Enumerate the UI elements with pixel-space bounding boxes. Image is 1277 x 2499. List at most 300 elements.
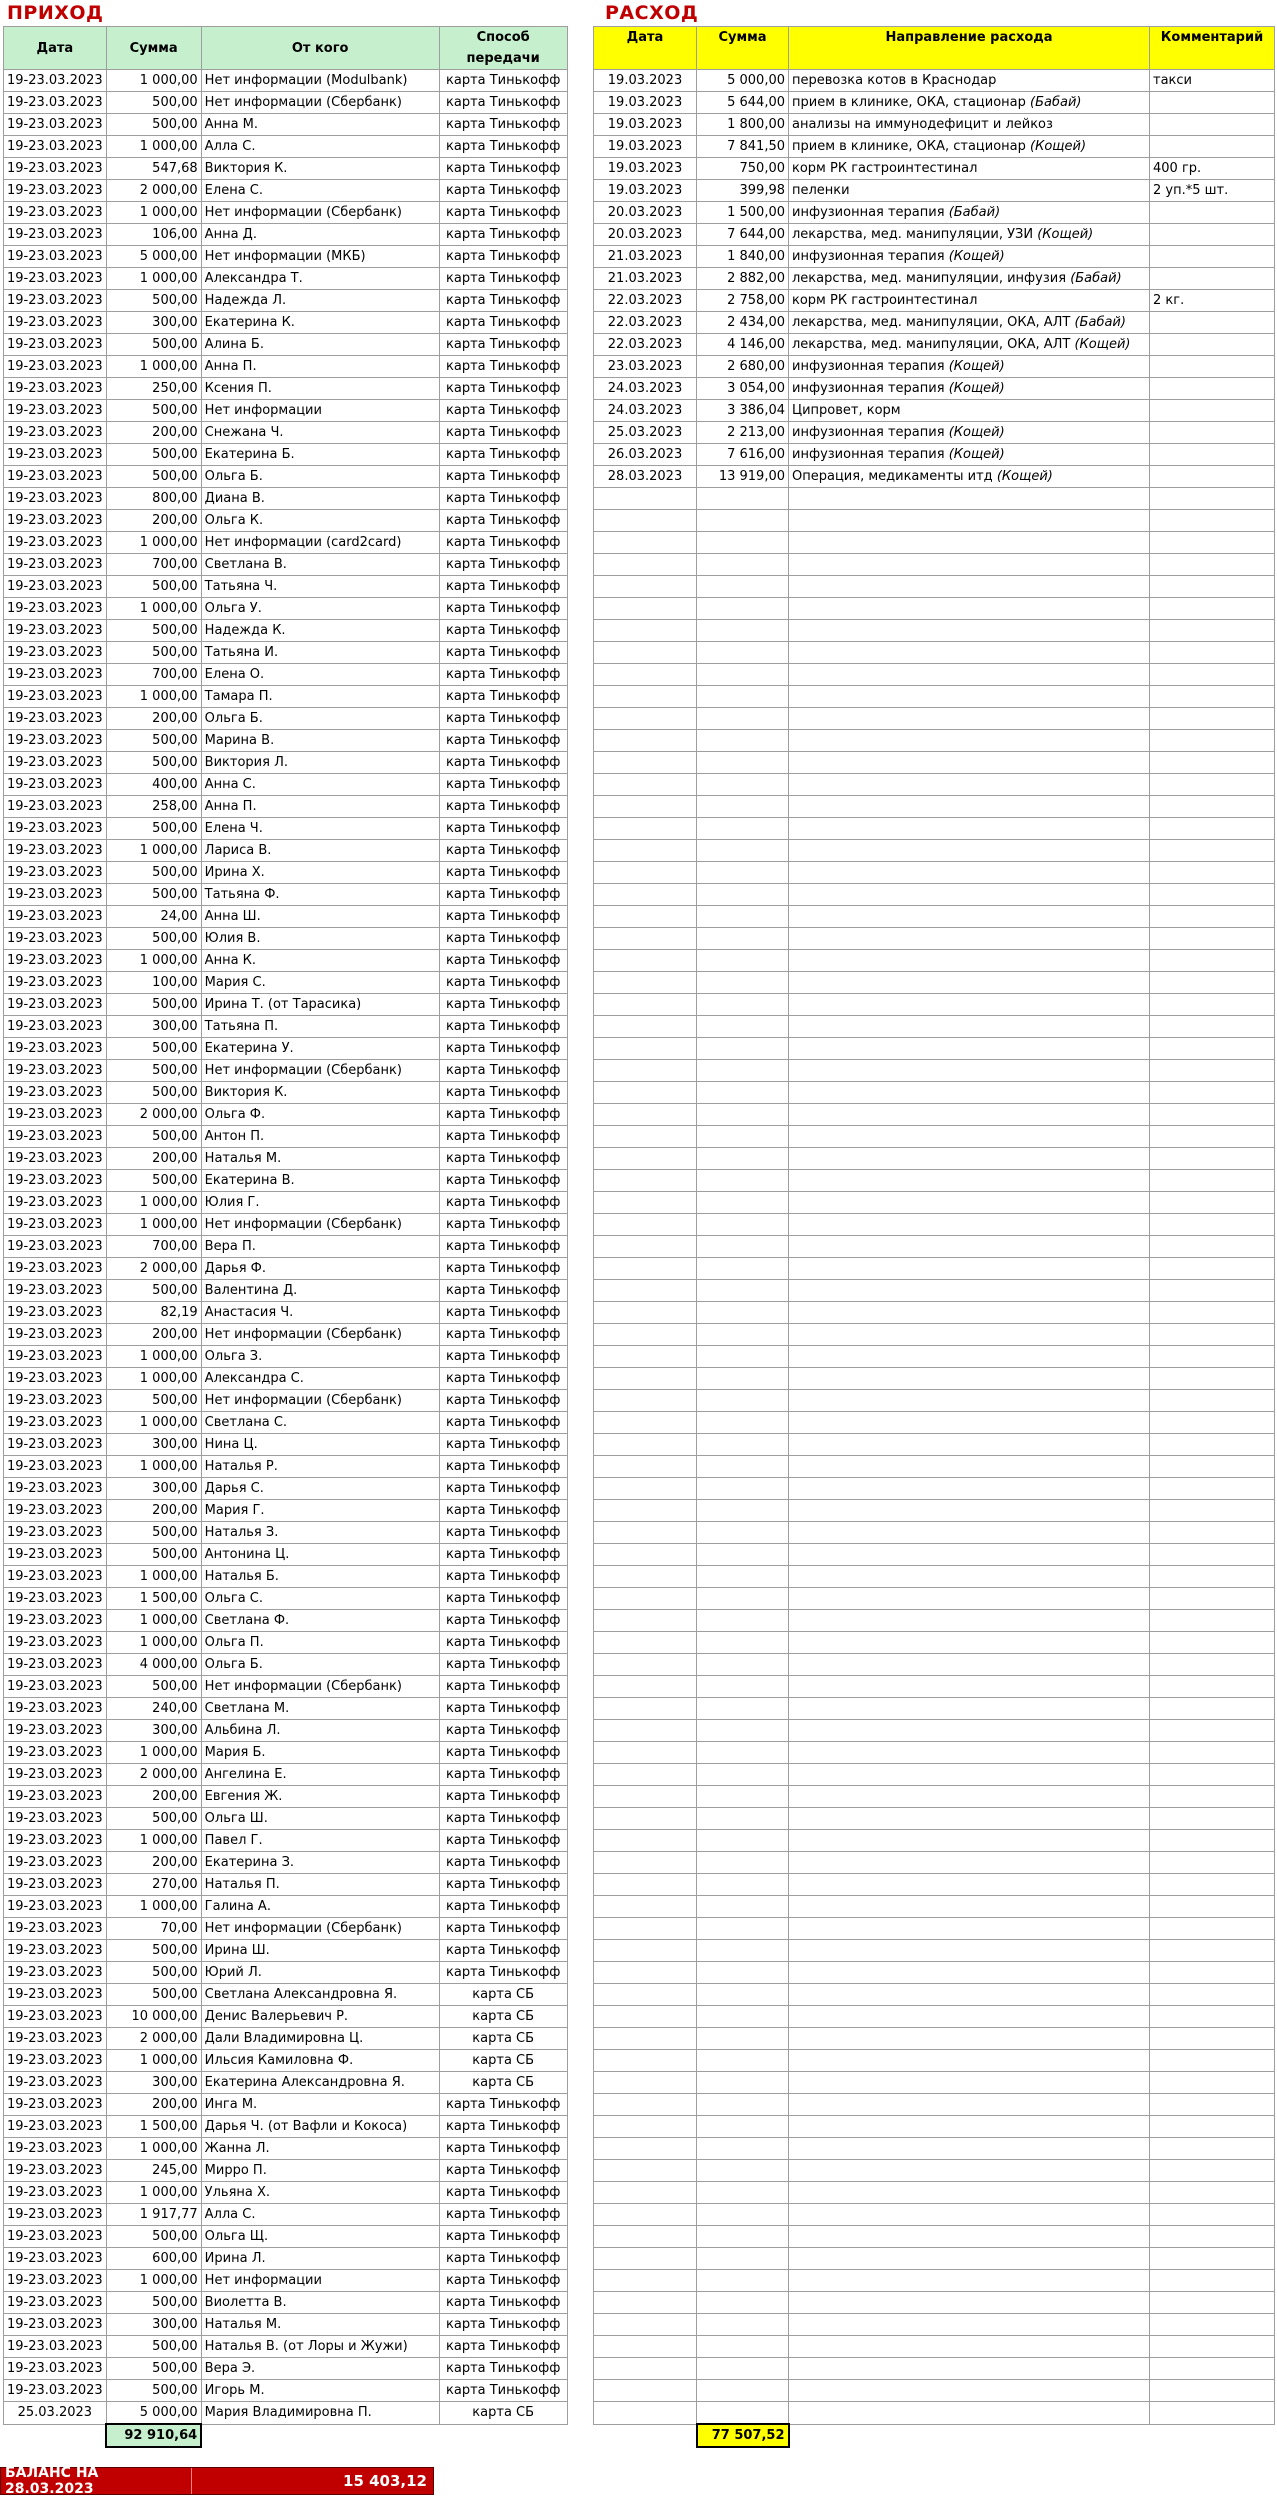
empty-cell <box>1150 1478 1275 1500</box>
income-from-cell: Алла С. <box>201 2204 439 2226</box>
empty-cell <box>697 1280 789 1302</box>
income-method-cell: карта Тинькофф <box>439 510 567 532</box>
income-method-cell: карта Тинькофф <box>439 1786 567 1808</box>
empty-cell <box>697 2204 789 2226</box>
income-sum-cell: 82,19 <box>106 1302 201 1324</box>
empty-cell <box>789 1500 1150 1522</box>
empty-cell <box>789 1368 1150 1390</box>
empty-cell <box>1150 862 1275 884</box>
income-sum-cell: 10 000,00 <box>106 2006 201 2028</box>
expense-empty-row <box>594 2292 1275 2314</box>
empty-cell <box>697 1918 789 1940</box>
income-sum-cell: 547,68 <box>106 158 201 180</box>
income-row <box>4 1654 568 1676</box>
expense-patient-note: (Кощей) <box>1030 139 1087 154</box>
income-sum-cell: 1 000,00 <box>106 356 201 378</box>
income-date-cell: 19-23.03.2023 <box>4 422 107 444</box>
income-row <box>4 1390 568 1412</box>
expense-sum-cell: 5 644,00 <box>697 92 789 114</box>
income-sum-cell: 245,00 <box>106 2160 201 2182</box>
income-method-cell: карта Тинькофф <box>439 1522 567 1544</box>
empty-cell <box>789 884 1150 906</box>
income-row <box>4 1610 568 1632</box>
income-method-cell: карта Тинькофф <box>439 1126 567 1148</box>
expense-empty-row <box>594 1456 1275 1478</box>
empty-cell <box>1150 1522 1275 1544</box>
income-sum-cell: 1 000,00 <box>106 1610 201 1632</box>
empty-cell <box>697 1786 789 1808</box>
empty-cell <box>697 1654 789 1676</box>
empty-cell <box>1150 972 1275 994</box>
income-date-cell: 19-23.03.2023 <box>4 378 107 400</box>
empty-cell <box>594 1390 697 1412</box>
income-method-cell: карта Тинькофф <box>439 114 567 136</box>
empty-cell <box>697 2028 789 2050</box>
income-date-cell: 19-23.03.2023 <box>4 1742 107 1764</box>
empty-cell <box>697 1346 789 1368</box>
expense-comment-cell <box>1150 400 1275 422</box>
income-method-cell: карта СБ <box>439 2050 567 2072</box>
income-row <box>4 1192 568 1214</box>
income-date-cell: 19-23.03.2023 <box>4 1830 107 1852</box>
empty-cell <box>1150 1676 1275 1698</box>
income-date-cell: 19-23.03.2023 <box>4 708 107 730</box>
empty-cell <box>594 488 697 510</box>
income-row <box>4 2138 568 2160</box>
expense-direction-text: инфузионная терапия <box>792 425 945 440</box>
income-method-cell: карта Тинькофф <box>439 708 567 730</box>
empty-cell <box>1150 1764 1275 1786</box>
income-date-cell: 19-23.03.2023 <box>4 1412 107 1434</box>
empty-cell <box>594 2028 697 2050</box>
income-from-cell: Галина А. <box>201 1896 439 1918</box>
income-sum-cell: 1 000,00 <box>106 136 201 158</box>
empty-cell <box>1150 1610 1275 1632</box>
income-from-cell: Ирина Л. <box>201 2248 439 2270</box>
income-method-cell: карта Тинькофф <box>439 1808 567 1830</box>
empty-cell <box>1150 1984 1275 2006</box>
income-method-cell: карта Тинькофф <box>439 180 567 202</box>
income-from-cell: Анна П. <box>201 356 439 378</box>
balance-label: БАЛАНС НА 28.03.2023 <box>1 2468 192 2494</box>
income-date-cell: 19-23.03.2023 <box>4 532 107 554</box>
income-date-cell: 19-23.03.2023 <box>4 620 107 642</box>
income-date-cell: 19-23.03.2023 <box>4 972 107 994</box>
expense-direction-cell <box>789 290 1150 312</box>
expense-direction-text: Операция, медикаменты итд <box>792 469 993 484</box>
income-row <box>4 532 568 554</box>
income-method-cell: карта Тинькофф <box>439 1940 567 1962</box>
expense-empty-row <box>594 906 1275 928</box>
empty-cell <box>1150 1214 1275 1236</box>
income-method-cell: карта Тинькофф <box>439 268 567 290</box>
expense-date-cell: 25.03.2023 <box>594 422 697 444</box>
income-from-cell: Светлана Александровна Я. <box>201 1984 439 2006</box>
expense-row <box>594 268 1275 290</box>
empty-cell <box>594 752 697 774</box>
income-sum-cell: 1 000,00 <box>106 1896 201 1918</box>
income-sum-cell: 300,00 <box>106 1434 201 1456</box>
income-sum-cell: 1 000,00 <box>106 268 201 290</box>
empty-cell <box>789 1984 1150 2006</box>
expense-date-cell: 24.03.2023 <box>594 378 697 400</box>
income-method-cell: карта Тинькофф <box>439 994 567 1016</box>
income-method-cell: карта Тинькофф <box>439 950 567 972</box>
empty-cell <box>697 2336 789 2358</box>
empty-cell <box>697 2182 789 2204</box>
income-from-cell: Ольга Щ. <box>201 2226 439 2248</box>
income-date-cell: 19-23.03.2023 <box>4 1236 107 1258</box>
income-method-cell: карта Тинькофф <box>439 2270 567 2292</box>
expense-direction-cell <box>789 378 1150 400</box>
empty-cell <box>697 1082 789 1104</box>
income-from-cell: Татьяна И. <box>201 642 439 664</box>
empty-cell <box>697 1038 789 1060</box>
empty-cell <box>789 2314 1150 2336</box>
income-date-cell: 19-23.03.2023 <box>4 928 107 950</box>
expense-date-cell: 19.03.2023 <box>594 92 697 114</box>
expense-empty-row <box>594 510 1275 532</box>
empty-cell <box>1150 2182 1275 2204</box>
income-header-method: Способ передачи <box>439 27 567 70</box>
income-sum-cell: 2 000,00 <box>106 2028 201 2050</box>
expense-direction-cell <box>789 356 1150 378</box>
empty-cell <box>594 1764 697 1786</box>
empty-cell <box>594 1456 697 1478</box>
empty-cell <box>789 488 1150 510</box>
income-sum-cell: 500,00 <box>106 2226 201 2248</box>
expense-patient-note: (Кощей) <box>948 249 1005 264</box>
income-from-cell: Мария Г. <box>201 1500 439 1522</box>
income-row <box>4 994 568 1016</box>
income-from-cell: Наталья Б. <box>201 1566 439 1588</box>
income-sum-cell: 1 000,00 <box>106 686 201 708</box>
empty-cell <box>789 1038 1150 1060</box>
blank-cell <box>594 2424 697 2447</box>
empty-cell <box>1150 1390 1275 1412</box>
expense-empty-row <box>594 1984 1275 2006</box>
income-row <box>4 290 568 312</box>
income-from-cell: Екатерина З. <box>201 1852 439 1874</box>
income-method-cell: карта Тинькофф <box>439 400 567 422</box>
expense-patient-note: (Кощей) <box>1037 227 1094 242</box>
empty-cell <box>697 2314 789 2336</box>
income-method-cell: карта Тинькофф <box>439 1412 567 1434</box>
expense-empty-row <box>594 686 1275 708</box>
income-from-cell: Ильсия Камиловна Ф. <box>201 2050 439 2072</box>
income-sum-cell: 500,00 <box>106 862 201 884</box>
empty-cell <box>697 510 789 532</box>
empty-cell <box>697 2380 789 2402</box>
expense-empty-row <box>594 1896 1275 1918</box>
income-row <box>4 1588 568 1610</box>
income-from-cell: Анна Ш. <box>201 906 439 928</box>
income-from-cell: Ольга К. <box>201 510 439 532</box>
empty-cell <box>697 1258 789 1280</box>
income-sum-cell: 2 000,00 <box>106 180 201 202</box>
empty-cell <box>1150 1038 1275 1060</box>
expense-row <box>594 136 1275 158</box>
expense-date-cell: 19.03.2023 <box>594 114 697 136</box>
income-date-cell: 19-23.03.2023 <box>4 2248 107 2270</box>
income-method-cell: карта Тинькофф <box>439 1852 567 1874</box>
income-date-cell: 19-23.03.2023 <box>4 1324 107 1346</box>
empty-cell <box>594 576 697 598</box>
income-from-cell: Ульяна Х. <box>201 2182 439 2204</box>
income-date-cell: 19-23.03.2023 <box>4 202 107 224</box>
income-date-cell: 19-23.03.2023 <box>4 1280 107 1302</box>
empty-cell <box>1150 2006 1275 2028</box>
income-method-cell: карта Тинькофф <box>439 620 567 642</box>
income-header-sum: Сумма <box>106 27 201 70</box>
income-sum-cell: 500,00 <box>106 1126 201 1148</box>
expense-row <box>594 400 1275 422</box>
expense-date-cell: 22.03.2023 <box>594 334 697 356</box>
empty-cell <box>789 642 1150 664</box>
expense-empty-row <box>594 2050 1275 2072</box>
income-row <box>4 554 568 576</box>
income-from-cell: Наталья П. <box>201 1874 439 1896</box>
income-from-cell: Мирро П. <box>201 2160 439 2182</box>
income-date-cell: 19-23.03.2023 <box>4 796 107 818</box>
empty-cell <box>1150 1082 1275 1104</box>
income-date-cell: 19-23.03.2023 <box>4 1346 107 1368</box>
empty-cell <box>1150 2226 1275 2248</box>
expense-empty-row <box>594 1170 1275 1192</box>
income-sum-cell: 500,00 <box>106 334 201 356</box>
expense-empty-row <box>594 708 1275 730</box>
empty-cell <box>594 1896 697 1918</box>
empty-cell <box>1150 2270 1275 2292</box>
income-from-cell: Павел Г. <box>201 1830 439 1852</box>
empty-cell <box>789 2028 1150 2050</box>
income-sum-cell: 1 000,00 <box>106 1192 201 1214</box>
income-from-cell: Светлана С. <box>201 1412 439 1434</box>
empty-cell <box>594 2314 697 2336</box>
expense-empty-row <box>594 532 1275 554</box>
income-date-cell: 19-23.03.2023 <box>4 730 107 752</box>
income-date-cell: 19-23.03.2023 <box>4 136 107 158</box>
empty-cell <box>594 2182 697 2204</box>
income-row <box>4 664 568 686</box>
empty-cell <box>697 1170 789 1192</box>
empty-cell <box>1150 1280 1275 1302</box>
income-date-cell: 19-23.03.2023 <box>4 2358 107 2380</box>
income-row <box>4 400 568 422</box>
income-method-cell: карта Тинькофф <box>439 730 567 752</box>
income-method-cell: карта Тинькофф <box>439 1566 567 1588</box>
empty-cell <box>789 1192 1150 1214</box>
expense-direction-text: корм РК гастроинтестинал <box>792 161 978 176</box>
income-row <box>4 730 568 752</box>
expense-sum-cell: 13 919,00 <box>697 466 789 488</box>
income-method-cell: карта Тинькофф <box>439 2182 567 2204</box>
empty-cell <box>1150 532 1275 554</box>
empty-cell <box>697 1632 789 1654</box>
empty-cell <box>594 1808 697 1830</box>
income-date-cell: 19-23.03.2023 <box>4 884 107 906</box>
expense-empty-row <box>594 2138 1275 2160</box>
income-method-cell: карта Тинькофф <box>439 224 567 246</box>
income-method-cell: карта Тинькофф <box>439 1676 567 1698</box>
expense-row <box>594 246 1275 268</box>
income-from-cell: Светлана Ф. <box>201 1610 439 1632</box>
empty-cell <box>1150 554 1275 576</box>
empty-cell <box>789 1324 1150 1346</box>
empty-cell <box>697 862 789 884</box>
income-from-cell: Ольга С. <box>201 1588 439 1610</box>
empty-cell <box>1150 686 1275 708</box>
empty-cell <box>594 972 697 994</box>
income-row <box>4 1852 568 1874</box>
empty-cell <box>1150 1962 1275 1984</box>
expense-row <box>594 466 1275 488</box>
income-row <box>4 1500 568 1522</box>
income-date-cell: 19-23.03.2023 <box>4 312 107 334</box>
expense-direction-cell <box>789 312 1150 334</box>
empty-cell <box>697 1302 789 1324</box>
empty-cell <box>594 2336 697 2358</box>
empty-cell <box>789 2072 1150 2094</box>
income-row <box>4 1148 568 1170</box>
income-date-cell: 19-23.03.2023 <box>4 1654 107 1676</box>
blank-cell <box>789 2424 1150 2447</box>
income-date-cell: 19-23.03.2023 <box>4 1302 107 1324</box>
income-method-cell: карта Тинькофф <box>439 2116 567 2138</box>
expense-date-cell: 19.03.2023 <box>594 158 697 180</box>
empty-cell <box>594 664 697 686</box>
empty-cell <box>594 1324 697 1346</box>
empty-cell <box>789 1742 1150 1764</box>
income-date-cell: 19-23.03.2023 <box>4 1478 107 1500</box>
income-method-cell: карта Тинькофф <box>439 1456 567 1478</box>
expense-empty-row <box>594 2160 1275 2182</box>
expense-sum-cell: 2 758,00 <box>697 290 789 312</box>
income-row <box>4 1016 568 1038</box>
empty-cell <box>1150 1236 1275 1258</box>
income-row <box>4 2028 568 2050</box>
empty-cell <box>697 1698 789 1720</box>
empty-cell <box>697 1940 789 1962</box>
income-date-cell: 19-23.03.2023 <box>4 1808 107 1830</box>
expense-empty-row <box>594 1082 1275 1104</box>
empty-cell <box>789 2006 1150 2028</box>
empty-cell <box>594 1302 697 1324</box>
empty-cell <box>697 1126 789 1148</box>
income-row <box>4 2248 568 2270</box>
expense-empty-row <box>594 862 1275 884</box>
empty-cell <box>789 2050 1150 2072</box>
income-from-cell: Нет информации (Сбербанк) <box>201 1918 439 1940</box>
empty-cell <box>594 906 697 928</box>
expense-direction-text: инфузионная терапия <box>792 249 945 264</box>
empty-cell <box>594 598 697 620</box>
income-from-cell: Альбина Л. <box>201 1720 439 1742</box>
expense-empty-row <box>594 994 1275 1016</box>
income-date-cell: 19-23.03.2023 <box>4 906 107 928</box>
expense-empty-row <box>594 2006 1275 2028</box>
income-sum-cell: 500,00 <box>106 818 201 840</box>
income-sum-cell: 1 000,00 <box>106 1412 201 1434</box>
expense-patient-note: (Кощей) <box>1074 337 1131 352</box>
expense-empty-row <box>594 1808 1275 1830</box>
income-method-cell: карта Тинькофф <box>439 290 567 312</box>
income-from-cell: Мария С. <box>201 972 439 994</box>
income-method-cell: карта Тинькофф <box>439 1698 567 1720</box>
expense-sum-cell: 7 644,00 <box>697 224 789 246</box>
expense-patient-note: (Кощей) <box>948 359 1005 374</box>
expense-empty-row <box>594 1214 1275 1236</box>
income-from-cell: Нет информации (Сбербанк) <box>201 92 439 114</box>
expense-empty-row <box>594 1522 1275 1544</box>
income-from-cell: Татьяна Ф. <box>201 884 439 906</box>
income-from-cell: Надежда Л. <box>201 290 439 312</box>
expense-header-direction: Направление расхода <box>789 27 1150 70</box>
income-sum-cell: 500,00 <box>106 290 201 312</box>
expense-comment-cell <box>1150 356 1275 378</box>
income-sum-cell: 2 000,00 <box>106 1258 201 1280</box>
empty-cell <box>789 1390 1150 1412</box>
empty-cell <box>697 1412 789 1434</box>
income-method-cell: карта Тинькофф <box>439 1324 567 1346</box>
income-method-cell: карта Тинькофф <box>439 1434 567 1456</box>
income-sum-cell: 1 000,00 <box>106 840 201 862</box>
empty-cell <box>594 1632 697 1654</box>
empty-cell <box>594 2094 697 2116</box>
empty-cell <box>594 1588 697 1610</box>
empty-cell <box>1150 1874 1275 1896</box>
income-method-cell: карта Тинькофф <box>439 642 567 664</box>
income-from-cell: Ольга Ф. <box>201 1104 439 1126</box>
expense-empty-row <box>594 928 1275 950</box>
expense-direction-text: корм РК гастроинтестинал <box>792 293 978 308</box>
expense-empty-row <box>594 2116 1275 2138</box>
income-from-cell: Мария Владимировна П. <box>201 2402 439 2425</box>
empty-cell <box>789 554 1150 576</box>
income-from-cell: Анна Д. <box>201 224 439 246</box>
empty-cell <box>697 730 789 752</box>
expense-date-cell: 22.03.2023 <box>594 290 697 312</box>
income-sum-cell: 300,00 <box>106 1720 201 1742</box>
empty-cell <box>1150 1170 1275 1192</box>
expense-empty-row <box>594 1566 1275 1588</box>
income-from-cell: Валентина Д. <box>201 1280 439 1302</box>
empty-cell <box>1150 884 1275 906</box>
income-row <box>4 2314 568 2336</box>
empty-cell <box>1150 576 1275 598</box>
empty-cell <box>594 1874 697 1896</box>
income-method-cell: карта Тинькофф <box>439 1104 567 1126</box>
income-row <box>4 1368 568 1390</box>
income-row <box>4 1830 568 1852</box>
income-row <box>4 466 568 488</box>
income-sum-cell: 500,00 <box>106 620 201 642</box>
expense-row <box>594 312 1275 334</box>
empty-cell <box>697 2094 789 2116</box>
income-method-cell: карта Тинькофф <box>439 1544 567 1566</box>
empty-cell <box>1150 1456 1275 1478</box>
income-method-cell: карта Тинькофф <box>439 686 567 708</box>
income-date-cell: 19-23.03.2023 <box>4 1588 107 1610</box>
income-method-cell: карта Тинькофф <box>439 1148 567 1170</box>
expense-empty-row <box>594 730 1275 752</box>
expense-date-cell: 23.03.2023 <box>594 356 697 378</box>
blank-cell <box>439 2424 567 2447</box>
income-method-cell: карта Тинькофф <box>439 1720 567 1742</box>
expense-empty-row <box>594 1588 1275 1610</box>
income-sum-cell: 400,00 <box>106 774 201 796</box>
income-method-cell: карта Тинькофф <box>439 862 567 884</box>
